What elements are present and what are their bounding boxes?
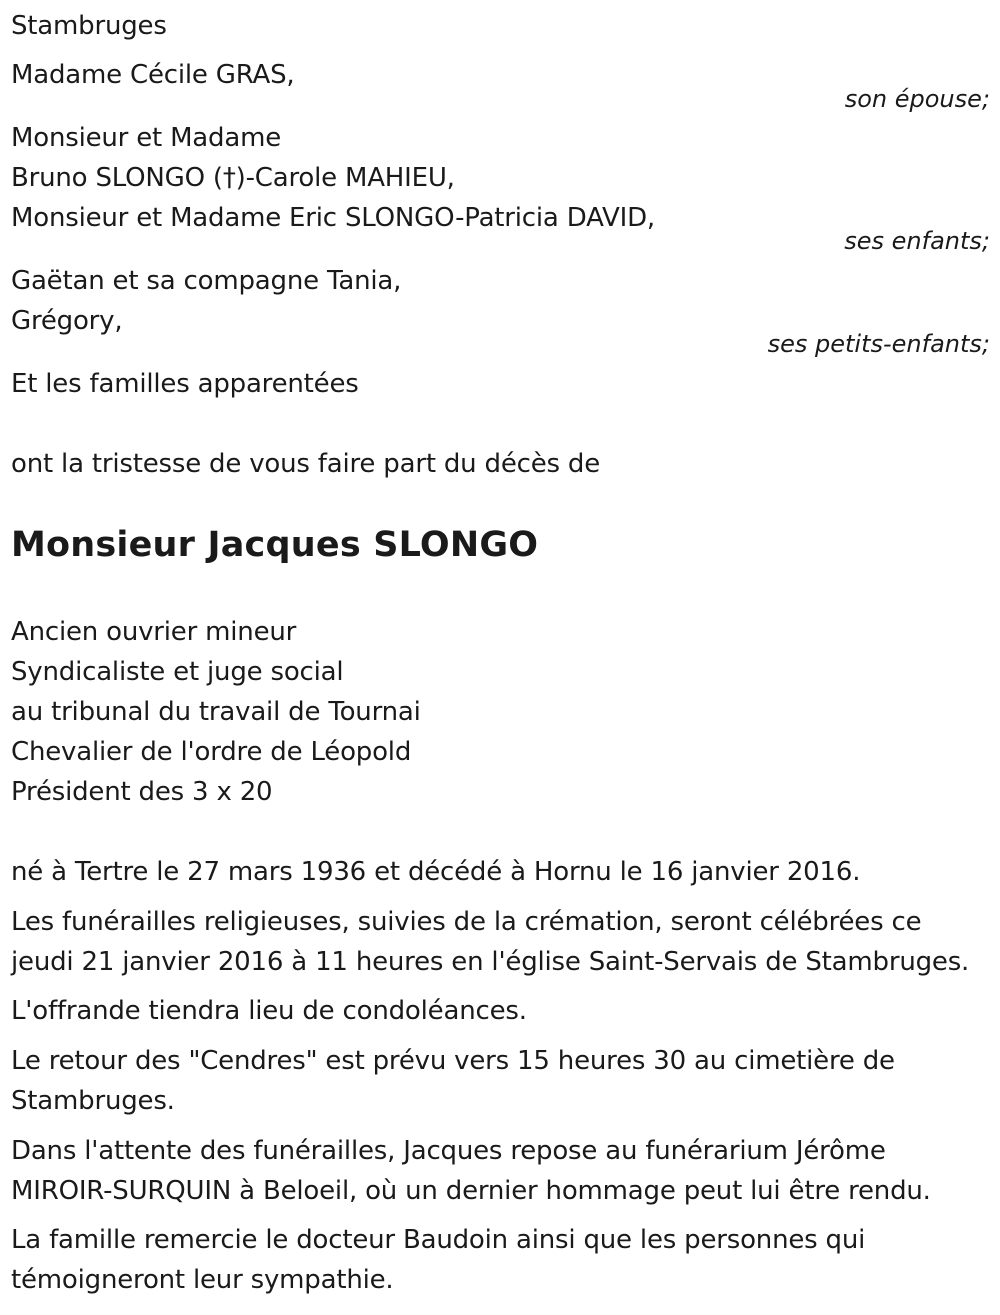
relatives-line: Et les familles apparentées xyxy=(11,369,359,399)
deceased-name: Monsieur Jacques SLONGO xyxy=(11,525,539,565)
grandchildren-line: Gaëtan et sa compagne Tania, xyxy=(11,266,402,296)
town-heading: Stambruges xyxy=(11,11,167,41)
birth-death-line: né à Tertre le 27 mars 1936 et décédé à Hornu le 16 janvier 2016. xyxy=(11,857,861,887)
offering-line: L'offrande tiendra lieu de condoléances. xyxy=(11,996,527,1026)
funeral-details-line: Les funérailles religieuses, suivies de la crémation, seront célébrées ce xyxy=(11,907,922,937)
thanks-line: témoigneront leur sympathie. xyxy=(11,1265,394,1295)
title-line: Syndicaliste et juge social xyxy=(11,657,344,687)
children-line: Monsieur et Madame Eric SLONGO-Patricia DAVID, xyxy=(11,203,655,233)
spouse-name: Madame Cécile GRAS, xyxy=(11,60,295,90)
ashes-return-line: Le retour des "Cendres" est prévu vers 15 heures 30 au cimetière de xyxy=(11,1046,895,1076)
thanks-line: La famille remercie le docteur Baudoin ainsi que les personnes qui xyxy=(11,1225,866,1255)
spouse-role: son épouse; xyxy=(844,85,990,113)
title-line: Président des 3 x 20 xyxy=(11,777,273,807)
title-line: au tribunal du travail de Tournai xyxy=(11,697,421,727)
title-line: Chevalier de l'ordre de Léopold xyxy=(11,737,412,767)
funerarium-line: MIROIR-SURQUIN à Beloeil, où un dernier hommage peut lui être rendu. xyxy=(11,1176,931,1206)
funerarium-line: Dans l'attente des funérailles, Jacques repose au funérarium Jérôme xyxy=(11,1136,886,1166)
children-line: Monsieur et Madame xyxy=(11,123,281,153)
grandchildren-role: ses petits-enfants; xyxy=(767,330,990,358)
funeral-details-line: jeudi 21 janvier 2016 à 11 heures en l'église Saint-Servais de Stambruges. xyxy=(11,947,970,977)
grandchildren-line: Grégory, xyxy=(11,306,123,336)
ashes-return-line: Stambruges. xyxy=(11,1086,175,1116)
announcement-intro: ont la tristesse de vous faire part du décès de xyxy=(11,449,601,479)
children-role: ses enfants; xyxy=(844,227,990,255)
title-line: Ancien ouvrier mineur xyxy=(11,617,297,647)
children-line: Bruno SLONGO (†)-Carole MAHIEU, xyxy=(11,163,455,193)
